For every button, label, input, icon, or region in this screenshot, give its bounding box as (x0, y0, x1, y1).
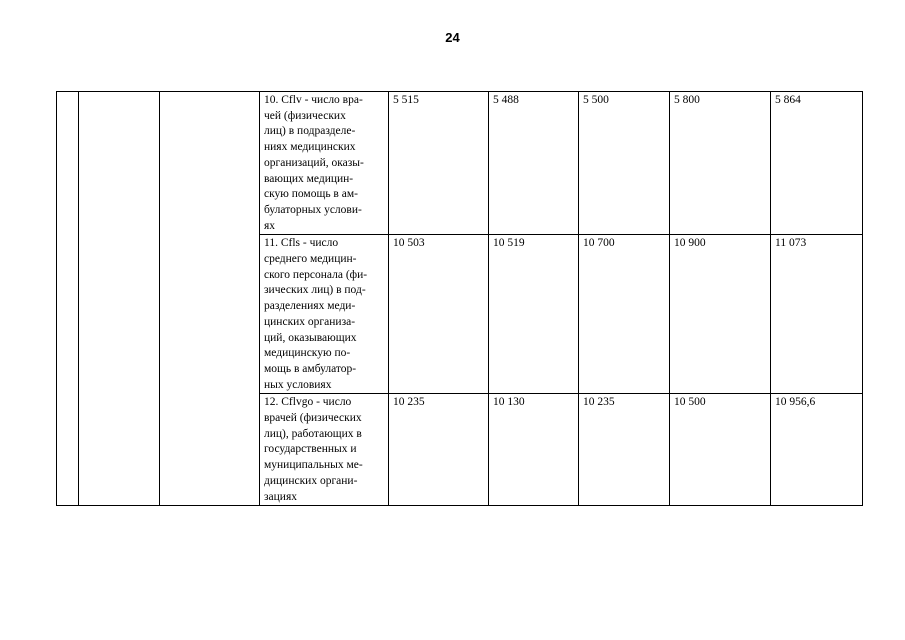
value-cell: 10 235 (579, 394, 670, 506)
value-cell: 5 515 (389, 92, 489, 235)
indicator-cell: 12. Cflvgo - число врачей (физических лиц), работающих в государственных и муниципальных ме- дицинских органи- зациях (260, 394, 389, 506)
value-cell: 5 864 (771, 92, 863, 235)
value-cell: 10 130 (489, 394, 579, 506)
value-cell: 5 488 (489, 92, 579, 235)
value-cell: 5 800 (670, 92, 771, 235)
empty-cell-col3 (160, 92, 260, 506)
indicators-table (56, 91, 863, 506)
value-cell: 10 235 (389, 394, 489, 506)
table-row (57, 92, 863, 235)
value-cell: 5 500 (579, 92, 670, 235)
value-cell: 10 956,6 (771, 394, 863, 506)
indicator-cell: 10. Cflv - число вра- чей (физических лиц) в подразделе- ниях медицинских организаций, оказы- вающих медицин- скую помощь в ам- булаторных услови- ях (260, 92, 389, 235)
value-cell: 10 519 (489, 235, 579, 394)
empty-cell-col1 (57, 92, 79, 506)
indicator-cell: 11. Cfls - число среднего медицин- ского персонала (фи- зических лиц) в под- разделениях меди- цинских организа- ций, оказывающих медицинскую по- мощь в амбулатор- ных условиях (260, 235, 389, 394)
value-cell: 11 073 (771, 235, 863, 394)
value-cell: 10 900 (670, 235, 771, 394)
value-cell: 10 500 (670, 394, 771, 506)
value-cell: 10 700 (579, 235, 670, 394)
page-number: 24 (445, 30, 460, 45)
value-cell: 10 503 (389, 235, 489, 394)
empty-cell-col2 (79, 92, 160, 506)
